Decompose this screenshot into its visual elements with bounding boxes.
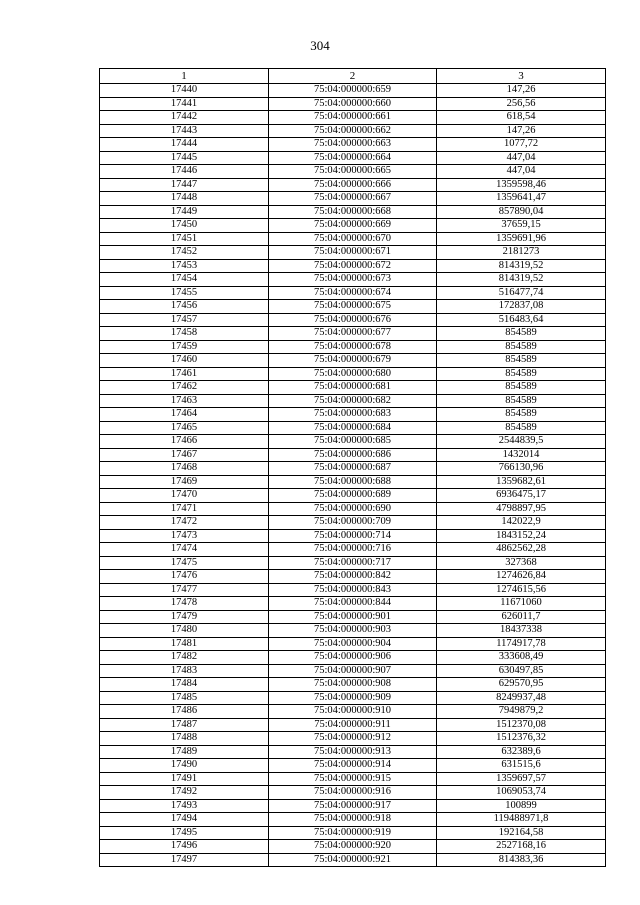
value-cell: 1843152,24	[437, 529, 606, 543]
cadastral-number-cell: 75:04:000000:676	[269, 313, 437, 327]
table-row	[100, 475, 606, 489]
column-header-2: 2	[269, 69, 437, 84]
table-row	[100, 570, 606, 584]
value-cell: 119488971,8	[437, 813, 606, 827]
value-cell: 631515,6	[437, 759, 606, 773]
table-row	[100, 300, 606, 314]
table-row	[100, 313, 606, 327]
table-row	[100, 678, 606, 692]
cadastral-number-cell: 75:04:000000:678	[269, 340, 437, 354]
row-number-cell: 17467	[100, 448, 269, 462]
value-cell: 1359641,47	[437, 192, 606, 206]
value-cell: 1432014	[437, 448, 606, 462]
row-number-cell: 17478	[100, 597, 269, 611]
cadastral-number-cell: 75:04:000000:681	[269, 381, 437, 395]
row-number-cell: 17489	[100, 745, 269, 759]
row-number-cell: 17451	[100, 232, 269, 246]
cadastral-number-cell: 75:04:000000:679	[269, 354, 437, 368]
table-row	[100, 853, 606, 867]
row-number-cell: 17476	[100, 570, 269, 584]
table-row	[100, 664, 606, 678]
cadastral-number-cell: 75:04:000000:664	[269, 151, 437, 165]
table-row	[100, 421, 606, 435]
cadastral-number-cell: 75:04:000000:844	[269, 597, 437, 611]
value-cell: 814319,52	[437, 273, 606, 287]
value-cell: 1512376,32	[437, 732, 606, 746]
value-cell: 626011,7	[437, 610, 606, 624]
table-row	[100, 124, 606, 138]
cadastral-number-cell: 75:04:000000:709	[269, 516, 437, 530]
table-body	[100, 84, 606, 867]
cadastral-number-cell: 75:04:000000:714	[269, 529, 437, 543]
cadastral-number-cell: 75:04:000000:912	[269, 732, 437, 746]
table-row	[100, 637, 606, 651]
table-row	[100, 597, 606, 611]
value-cell: 172837,08	[437, 300, 606, 314]
cadastral-number-cell: 75:04:000000:672	[269, 259, 437, 273]
row-number-cell: 17488	[100, 732, 269, 746]
cadastral-number-cell: 75:04:000000:904	[269, 637, 437, 651]
table-row	[100, 232, 606, 246]
value-cell: 766130,96	[437, 462, 606, 476]
value-cell: 8249937,48	[437, 691, 606, 705]
cadastral-number-cell: 75:04:000000:913	[269, 745, 437, 759]
cadastral-number-cell: 75:04:000000:662	[269, 124, 437, 138]
table-row	[100, 151, 606, 165]
row-number-cell: 17460	[100, 354, 269, 368]
table-row	[100, 772, 606, 786]
value-cell: 256,56	[437, 97, 606, 111]
value-cell: 1174917,78	[437, 637, 606, 651]
table-row	[100, 192, 606, 206]
row-number-cell: 17472	[100, 516, 269, 530]
cadastral-number-cell: 75:04:000000:917	[269, 799, 437, 813]
cadastral-number-cell: 75:04:000000:675	[269, 300, 437, 314]
row-number-cell: 17461	[100, 367, 269, 381]
value-cell: 854589	[437, 408, 606, 422]
cadastral-number-cell: 75:04:000000:659	[269, 84, 437, 98]
cadastral-number-cell: 75:04:000000:687	[269, 462, 437, 476]
table-row	[100, 97, 606, 111]
row-number-cell: 17477	[100, 583, 269, 597]
cadastral-number-cell: 75:04:000000:683	[269, 408, 437, 422]
value-cell: 516483,64	[437, 313, 606, 327]
value-cell: 1069053,74	[437, 786, 606, 800]
cadastral-number-cell: 75:04:000000:907	[269, 664, 437, 678]
row-number-cell: 17454	[100, 273, 269, 287]
row-number-cell: 17453	[100, 259, 269, 273]
value-cell: 2544839,5	[437, 435, 606, 449]
cadastral-number-cell: 75:04:000000:667	[269, 192, 437, 206]
value-cell: 1274626,84	[437, 570, 606, 584]
cadastral-number-cell: 75:04:000000:665	[269, 165, 437, 179]
row-number-cell: 17485	[100, 691, 269, 705]
table-row	[100, 732, 606, 746]
table-row	[100, 462, 606, 476]
value-cell: 11671060	[437, 597, 606, 611]
table-row	[100, 610, 606, 624]
cadastral-number-cell: 75:04:000000:661	[269, 111, 437, 125]
cadastral-number-cell: 75:04:000000:908	[269, 678, 437, 692]
table-row	[100, 529, 606, 543]
table-row	[100, 840, 606, 854]
value-cell: 147,26	[437, 124, 606, 138]
value-cell: 192164,58	[437, 826, 606, 840]
value-cell: 854589	[437, 367, 606, 381]
row-number-cell: 17440	[100, 84, 269, 98]
cadastral-number-cell: 75:04:000000:910	[269, 705, 437, 719]
cadastral-number-cell: 75:04:000000:901	[269, 610, 437, 624]
cadastral-number-cell: 75:04:000000:906	[269, 651, 437, 665]
row-number-cell: 17445	[100, 151, 269, 165]
row-number-cell: 17494	[100, 813, 269, 827]
table-header-row	[100, 69, 606, 84]
table-row	[100, 367, 606, 381]
row-number-cell: 17490	[100, 759, 269, 773]
column-header-1: 1	[100, 69, 269, 84]
table-row	[100, 381, 606, 395]
value-cell: 1359697,57	[437, 772, 606, 786]
value-cell: 516477,74	[437, 286, 606, 300]
value-cell: 7949879,2	[437, 705, 606, 719]
value-cell: 1077,72	[437, 138, 606, 152]
cadastral-number-cell: 75:04:000000:680	[269, 367, 437, 381]
value-cell: 630497,85	[437, 664, 606, 678]
table-row	[100, 165, 606, 179]
cadastral-number-cell: 75:04:000000:842	[269, 570, 437, 584]
cadastral-number-cell: 75:04:000000:911	[269, 718, 437, 732]
table-row	[100, 435, 606, 449]
value-cell: 1359691,96	[437, 232, 606, 246]
row-number-cell: 17484	[100, 678, 269, 692]
value-cell: 1359682,61	[437, 475, 606, 489]
cadastral-number-cell: 75:04:000000:669	[269, 219, 437, 233]
value-cell: 100899	[437, 799, 606, 813]
row-number-cell: 17473	[100, 529, 269, 543]
row-number-cell: 17456	[100, 300, 269, 314]
cadastral-number-cell: 75:04:000000:673	[269, 273, 437, 287]
row-number-cell: 17444	[100, 138, 269, 152]
row-number-cell: 17487	[100, 718, 269, 732]
table-row	[100, 691, 606, 705]
row-number-cell: 17480	[100, 624, 269, 638]
row-number-cell: 17474	[100, 543, 269, 557]
value-cell: 854589	[437, 327, 606, 341]
table-row	[100, 786, 606, 800]
column-header-3: 3	[437, 69, 606, 84]
cadastral-number-cell: 75:04:000000:919	[269, 826, 437, 840]
row-number-cell: 17492	[100, 786, 269, 800]
table-row	[100, 502, 606, 516]
page-number: 304	[310, 38, 330, 53]
cadastral-number-cell: 75:04:000000:843	[269, 583, 437, 597]
value-cell: 4862562,28	[437, 543, 606, 557]
value-cell: 2527168,16	[437, 840, 606, 854]
value-cell: 147,26	[437, 84, 606, 98]
table-row	[100, 813, 606, 827]
value-cell: 1359598,46	[437, 178, 606, 192]
row-number-cell: 17463	[100, 394, 269, 408]
table-row	[100, 826, 606, 840]
cadastral-number-cell: 75:04:000000:666	[269, 178, 437, 192]
row-number-cell: 17496	[100, 840, 269, 854]
row-number-cell: 17452	[100, 246, 269, 260]
row-number-cell: 17479	[100, 610, 269, 624]
row-number-cell: 17457	[100, 313, 269, 327]
value-cell: 6936475,17	[437, 489, 606, 503]
value-cell: 327368	[437, 556, 606, 570]
table-row	[100, 219, 606, 233]
value-cell: 2181273	[437, 246, 606, 260]
table-row	[100, 138, 606, 152]
cadastral-number-cell: 75:04:000000:686	[269, 448, 437, 462]
table-row	[100, 556, 606, 570]
table-row	[100, 651, 606, 665]
row-number-cell: 17458	[100, 327, 269, 341]
row-number-cell: 17446	[100, 165, 269, 179]
value-cell: 142022,9	[437, 516, 606, 530]
row-number-cell: 17491	[100, 772, 269, 786]
cadastral-number-cell: 75:04:000000:684	[269, 421, 437, 435]
cadastral-number-cell: 75:04:000000:914	[269, 759, 437, 773]
cadastral-number-cell: 75:04:000000:663	[269, 138, 437, 152]
table-row	[100, 408, 606, 422]
row-number-cell: 17482	[100, 651, 269, 665]
value-cell: 854589	[437, 340, 606, 354]
row-number-cell: 17449	[100, 205, 269, 219]
table-row	[100, 205, 606, 219]
table-row	[100, 718, 606, 732]
row-number-cell: 17486	[100, 705, 269, 719]
row-number-cell: 17447	[100, 178, 269, 192]
row-number-cell: 17493	[100, 799, 269, 813]
row-number-cell: 17497	[100, 853, 269, 867]
cadastral-number-cell: 75:04:000000:677	[269, 327, 437, 341]
table-row	[100, 340, 606, 354]
cadastral-number-cell: 75:04:000000:918	[269, 813, 437, 827]
data-table	[99, 68, 606, 867]
cadastral-number-cell: 75:04:000000:921	[269, 853, 437, 867]
table-row	[100, 354, 606, 368]
value-cell: 37659,15	[437, 219, 606, 233]
table-row	[100, 799, 606, 813]
cadastral-number-cell: 75:04:000000:674	[269, 286, 437, 300]
row-number-cell: 17469	[100, 475, 269, 489]
cadastral-number-cell: 75:04:000000:671	[269, 246, 437, 260]
row-number-cell: 17459	[100, 340, 269, 354]
cadastral-number-cell: 75:04:000000:688	[269, 475, 437, 489]
value-cell: 447,04	[437, 165, 606, 179]
table-row	[100, 448, 606, 462]
value-cell: 4798897,95	[437, 502, 606, 516]
value-cell: 632389,6	[437, 745, 606, 759]
cadastral-number-cell: 75:04:000000:903	[269, 624, 437, 638]
table-row	[100, 178, 606, 192]
value-cell: 1512370,08	[437, 718, 606, 732]
value-cell: 854589	[437, 354, 606, 368]
value-cell: 854589	[437, 394, 606, 408]
cadastral-number-cell: 75:04:000000:916	[269, 786, 437, 800]
cadastral-number-cell: 75:04:000000:690	[269, 502, 437, 516]
table-row	[100, 259, 606, 273]
cadastral-number-cell: 75:04:000000:682	[269, 394, 437, 408]
table-row	[100, 624, 606, 638]
row-number-cell: 17466	[100, 435, 269, 449]
cadastral-number-cell: 75:04:000000:909	[269, 691, 437, 705]
row-number-cell: 17448	[100, 192, 269, 206]
row-number-cell: 17481	[100, 637, 269, 651]
value-cell: 854589	[437, 421, 606, 435]
value-cell: 814383,36	[437, 853, 606, 867]
row-number-cell: 17465	[100, 421, 269, 435]
table-row	[100, 759, 606, 773]
value-cell: 447,04	[437, 151, 606, 165]
row-number-cell: 17455	[100, 286, 269, 300]
cadastral-number-cell: 75:04:000000:660	[269, 97, 437, 111]
value-cell: 629570,95	[437, 678, 606, 692]
cadastral-number-cell: 75:04:000000:716	[269, 543, 437, 557]
row-number-cell: 17464	[100, 408, 269, 422]
table-row	[100, 745, 606, 759]
row-number-cell: 17462	[100, 381, 269, 395]
cadastral-number-cell: 75:04:000000:668	[269, 205, 437, 219]
table-row	[100, 246, 606, 260]
table-row	[100, 489, 606, 503]
row-number-cell: 17441	[100, 97, 269, 111]
table-row	[100, 543, 606, 557]
row-number-cell: 17442	[100, 111, 269, 125]
row-number-cell: 17495	[100, 826, 269, 840]
row-number-cell: 17475	[100, 556, 269, 570]
value-cell: 1274615,56	[437, 583, 606, 597]
table-row	[100, 516, 606, 530]
value-cell: 618,54	[437, 111, 606, 125]
row-number-cell: 17450	[100, 219, 269, 233]
value-cell: 333608,49	[437, 651, 606, 665]
row-number-cell: 17443	[100, 124, 269, 138]
table-row	[100, 286, 606, 300]
table-row	[100, 705, 606, 719]
table-row	[100, 111, 606, 125]
cadastral-number-cell: 75:04:000000:685	[269, 435, 437, 449]
table-row	[100, 394, 606, 408]
cadastral-number-cell: 75:04:000000:915	[269, 772, 437, 786]
table-row	[100, 327, 606, 341]
value-cell: 18437338	[437, 624, 606, 638]
table-row	[100, 583, 606, 597]
table-row	[100, 273, 606, 287]
row-number-cell: 17470	[100, 489, 269, 503]
row-number-cell: 17471	[100, 502, 269, 516]
value-cell: 814319,52	[437, 259, 606, 273]
row-number-cell: 17468	[100, 462, 269, 476]
value-cell: 854589	[437, 381, 606, 395]
value-cell: 857890,04	[437, 205, 606, 219]
cadastral-number-cell: 75:04:000000:717	[269, 556, 437, 570]
row-number-cell: 17483	[100, 664, 269, 678]
cadastral-number-cell: 75:04:000000:920	[269, 840, 437, 854]
table-row	[100, 84, 606, 98]
cadastral-number-cell: 75:04:000000:689	[269, 489, 437, 503]
cadastral-number-cell: 75:04:000000:670	[269, 232, 437, 246]
